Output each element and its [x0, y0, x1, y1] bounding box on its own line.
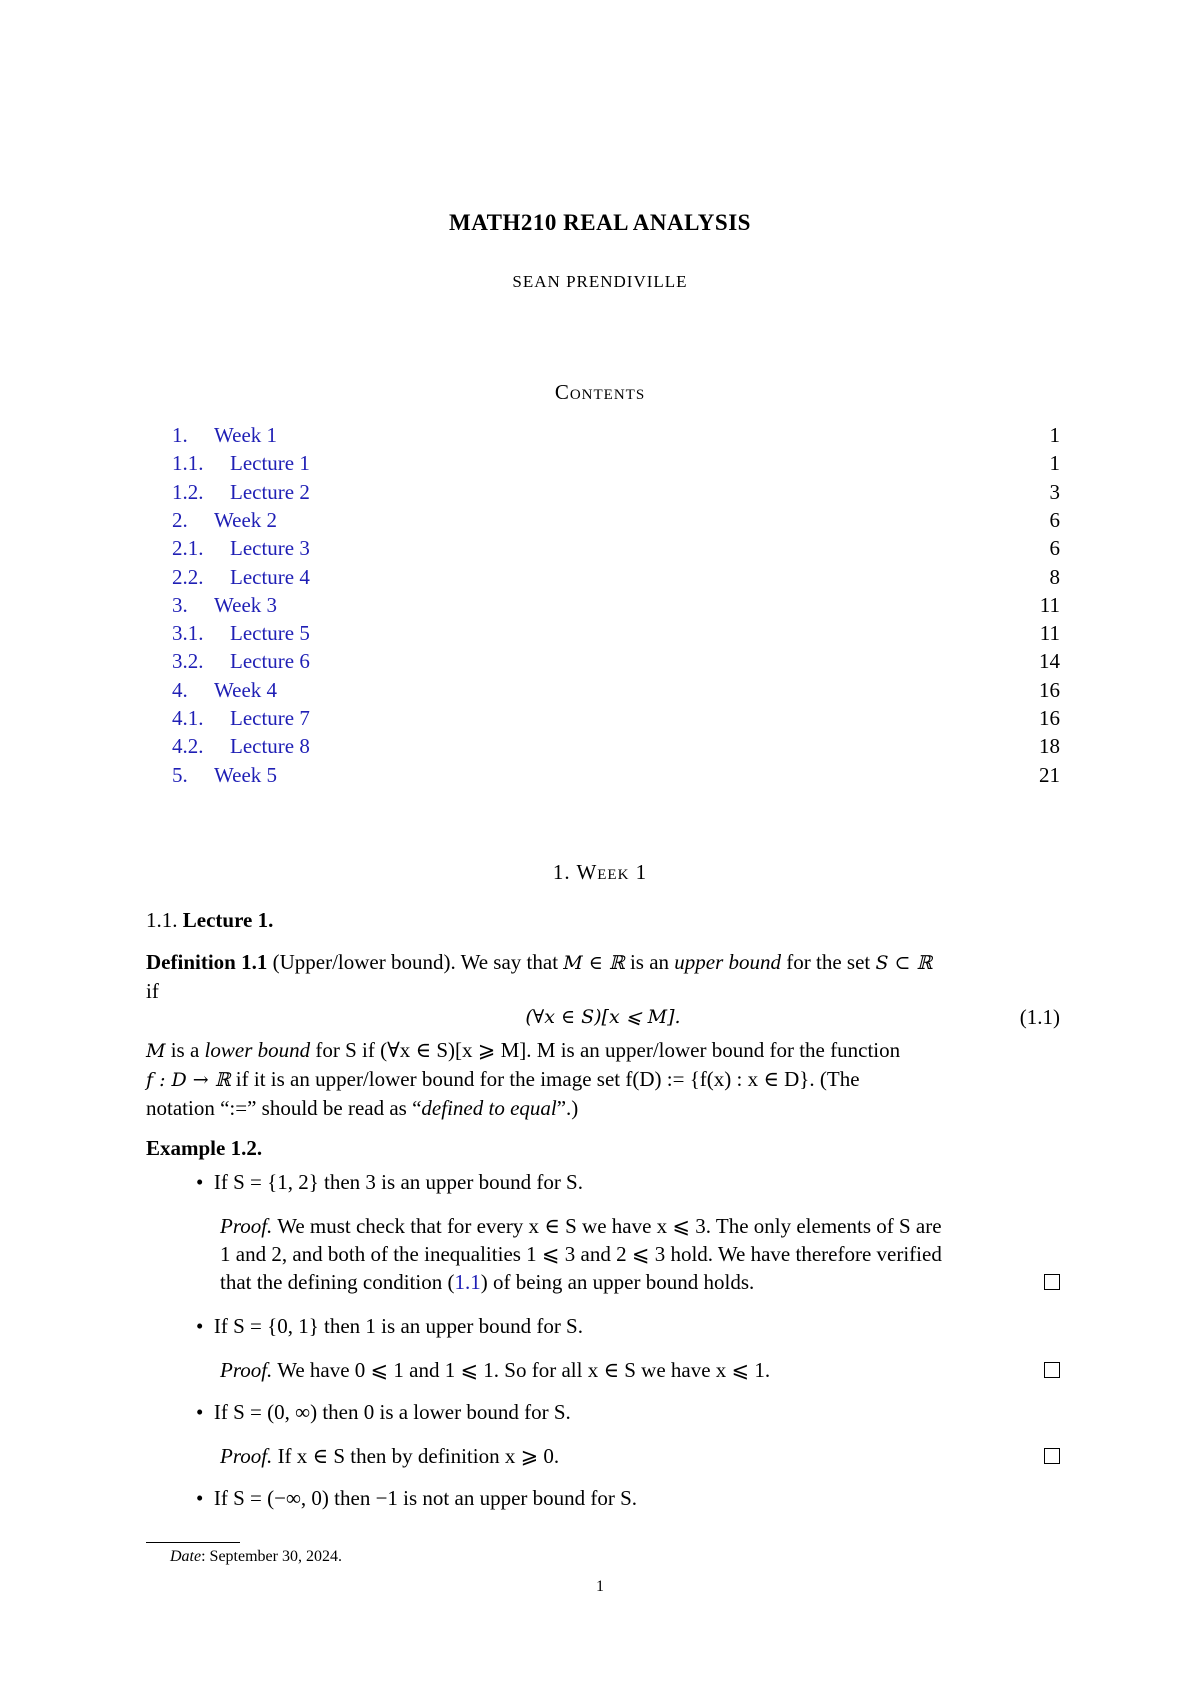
toc-number: 1.1. [172, 451, 204, 476]
def-text: if it is an upper/lower bound for the image set [235, 1067, 621, 1091]
paper-title: MATH210 REAL ANALYSIS [449, 210, 751, 235]
subsection-title: Lecture 1. [182, 908, 274, 932]
proof-text: If x ∈ S then by definition x ⩾ 0. [277, 1444, 560, 1468]
toc-page: 1 [1049, 451, 1060, 476]
toc-entry[interactable] [172, 592, 1060, 618]
toc-entry[interactable] [172, 762, 1060, 788]
toc-entry[interactable] [172, 648, 1060, 674]
toc-number: 3. [172, 592, 188, 617]
proof-label: Proof. [220, 1214, 273, 1238]
qed-box [1044, 1362, 1060, 1378]
toc-page: 16 [1039, 706, 1060, 730]
statement: If S = {1, 2} then 3 is an upper bound for S. [213, 1170, 583, 1194]
equation-body: (∀x ∈ S)[x ⩽ M]. [525, 1006, 681, 1028]
proof-label: Proof. [220, 1444, 273, 1468]
toc-page: 8 [1049, 564, 1060, 589]
toc-number: 3.2. [172, 649, 204, 674]
defined-to-equal-term: defined to equal [421, 1096, 557, 1120]
def-text: for S if (∀x ∈ S)[x ⩾ M]. M is an upper/lower bound for the function [315, 1038, 901, 1062]
toc-number: 4. [172, 677, 188, 702]
footnote [170, 1548, 342, 1566]
statement: If S = (0, ∞) then 0 is a lower bound for S. [213, 1400, 571, 1424]
footnote-label: Date [170, 1548, 202, 1565]
list-item: • If S = {1, 2} then 3 is an upper bound for S. [196, 1170, 583, 1194]
proof-text: We must check that for every x ∈ S we have x ⩽ 3. The only elements of S are [277, 1214, 942, 1238]
def-text: f(D) := {f(x) : x ∈ D}. (The [625, 1067, 860, 1091]
toc-entry[interactable] [172, 620, 1060, 646]
def-text: is a [170, 1038, 200, 1062]
footnote-text: : September 30, 2024. [201, 1548, 342, 1565]
qed-box [1044, 1274, 1060, 1290]
toc-label: Lecture 1 [230, 451, 310, 476]
section-title: Week 1 [576, 860, 648, 884]
toc-entry[interactable] [172, 564, 1060, 590]
toc-label: Lecture 2 [230, 479, 310, 504]
toc-number: 3.1. [172, 621, 204, 646]
equation-1-1 [146, 1002, 1060, 1032]
proof-1 [220, 1212, 1060, 1296]
definition-continued: M is a lower bound for S if (∀x ∈ S)[x ⩾ M]. M is an upper/lower bound for the function f : D → ℝ if it is an upper/lower bound for the image set f(D) := {f(x) : x ∈ D}. (The notation “:=” should be read as “defined to equal”.) [146, 1038, 901, 1120]
equation-ref-link[interactable]: 1.1 [454, 1270, 481, 1294]
definition-head: Definition 1.1 [146, 950, 268, 974]
toc-label: Lecture 4 [230, 564, 310, 589]
toc-label: Week 5 [214, 762, 278, 787]
toc-entry[interactable] [172, 677, 1060, 703]
footnote-rule [146, 1542, 240, 1543]
def-text: is an [624, 950, 675, 974]
toc-label: Week 3 [214, 592, 278, 617]
definition-name: (Upper/lower bound). [272, 950, 456, 974]
toc-page: 1 [1049, 423, 1060, 447]
toc-entry[interactable] [172, 535, 1060, 561]
toc-page: 6 [1049, 507, 1060, 532]
toc-entry[interactable] [172, 422, 1060, 448]
section-number: 1. [552, 860, 571, 884]
list-item: • If S = (−∞, 0) then −1 is not an upper bound for S. [196, 1486, 638, 1510]
toc-number: 4.1. [172, 706, 204, 730]
toc-page: 18 [1039, 734, 1060, 759]
def-text: ”.) [556, 1096, 579, 1120]
toc-label: Week 1 [214, 423, 278, 447]
definition-paragraph: Definition 1.1 (Upper/lower bound). We say that M ∈ ℝ is an upper bound for the set S ⊂ ℝ if [146, 950, 933, 1003]
toc-page: 6 [1049, 536, 1060, 561]
toc-number: 4.2. [172, 734, 204, 759]
toc-page: 3 [1049, 479, 1060, 504]
author: SEAN PRENDIVILLE [512, 272, 688, 291]
toc-label: Week 2 [214, 507, 278, 532]
example-head [146, 1134, 1060, 1162]
toc-entry[interactable] [172, 507, 1060, 533]
toc-page: 11 [1039, 621, 1060, 646]
subsection-number: 1.1. [146, 908, 178, 932]
proof-label: Proof. [220, 1358, 273, 1382]
contents-heading: Contents [554, 380, 646, 404]
qed-box [1044, 1448, 1060, 1464]
def-text: notation “:=” should be read as “ [146, 1096, 422, 1120]
proof-text: that the defining condition ( [220, 1270, 455, 1294]
upper-bound-term: upper bound [674, 950, 782, 974]
list-item: • If S = (0, ∞) then 0 is a lower bound for S. [196, 1400, 571, 1424]
page-number: 1 [596, 1578, 604, 1595]
def-text: for the set [781, 950, 876, 974]
toc-entry[interactable] [172, 733, 1060, 759]
section-heading [0, 860, 1200, 885]
def-text: We say that [460, 950, 564, 974]
toc-entry[interactable] [172, 450, 1060, 476]
proof-3 [220, 1442, 1060, 1470]
toc-entry[interactable] [172, 479, 1060, 505]
proof-2 [220, 1356, 1060, 1384]
toc-entry[interactable] [172, 705, 1060, 731]
toc-label: Week 4 [214, 677, 278, 702]
proof-text: 1 and 2, and both of the inequalities 1 ⩽ 3 and 2 ⩽ 3 hold. We have therefore verified [220, 1242, 942, 1266]
toc-number: 5. [172, 762, 188, 787]
toc-label: Lecture 3 [230, 536, 310, 561]
toc-label: Lecture 6 [230, 649, 310, 674]
toc-label: Lecture 8 [230, 734, 310, 759]
toc-number: 2.1. [172, 536, 204, 561]
subsection-heading [146, 906, 1060, 934]
statement: If S = {0, 1} then 1 is an upper bound for S. [213, 1314, 583, 1338]
list-item: • If S = {0, 1} then 1 is an upper bound for S. [196, 1314, 583, 1338]
toc-label: Lecture 7 [230, 706, 310, 730]
toc-page: 14 [1039, 649, 1060, 674]
proof-text: ) of being an upper bound holds. [480, 1270, 755, 1294]
toc-page: 16 [1039, 677, 1060, 702]
toc-number: 2.2. [172, 564, 204, 589]
toc-page: 21 [1039, 762, 1060, 787]
toc-number: 2. [172, 507, 188, 532]
lower-bound-term: lower bound [204, 1038, 311, 1062]
example-title: Example 1.2. [146, 1136, 263, 1160]
statement: If S = (−∞, 0) then −1 is not an upper bound for S. [213, 1486, 638, 1510]
def-text: if [146, 979, 159, 1003]
toc-number: 1. [172, 423, 188, 447]
equation-tag: (1.1) [1019, 1005, 1060, 1029]
toc-label: Lecture 5 [230, 621, 310, 646]
proof-text: We have 0 ⩽ 1 and 1 ⩽ 1. So for all x ∈ S we have x ⩽ 1. [277, 1358, 771, 1382]
toc-number: 1.2. [172, 479, 204, 504]
toc-page: 11 [1039, 592, 1060, 617]
